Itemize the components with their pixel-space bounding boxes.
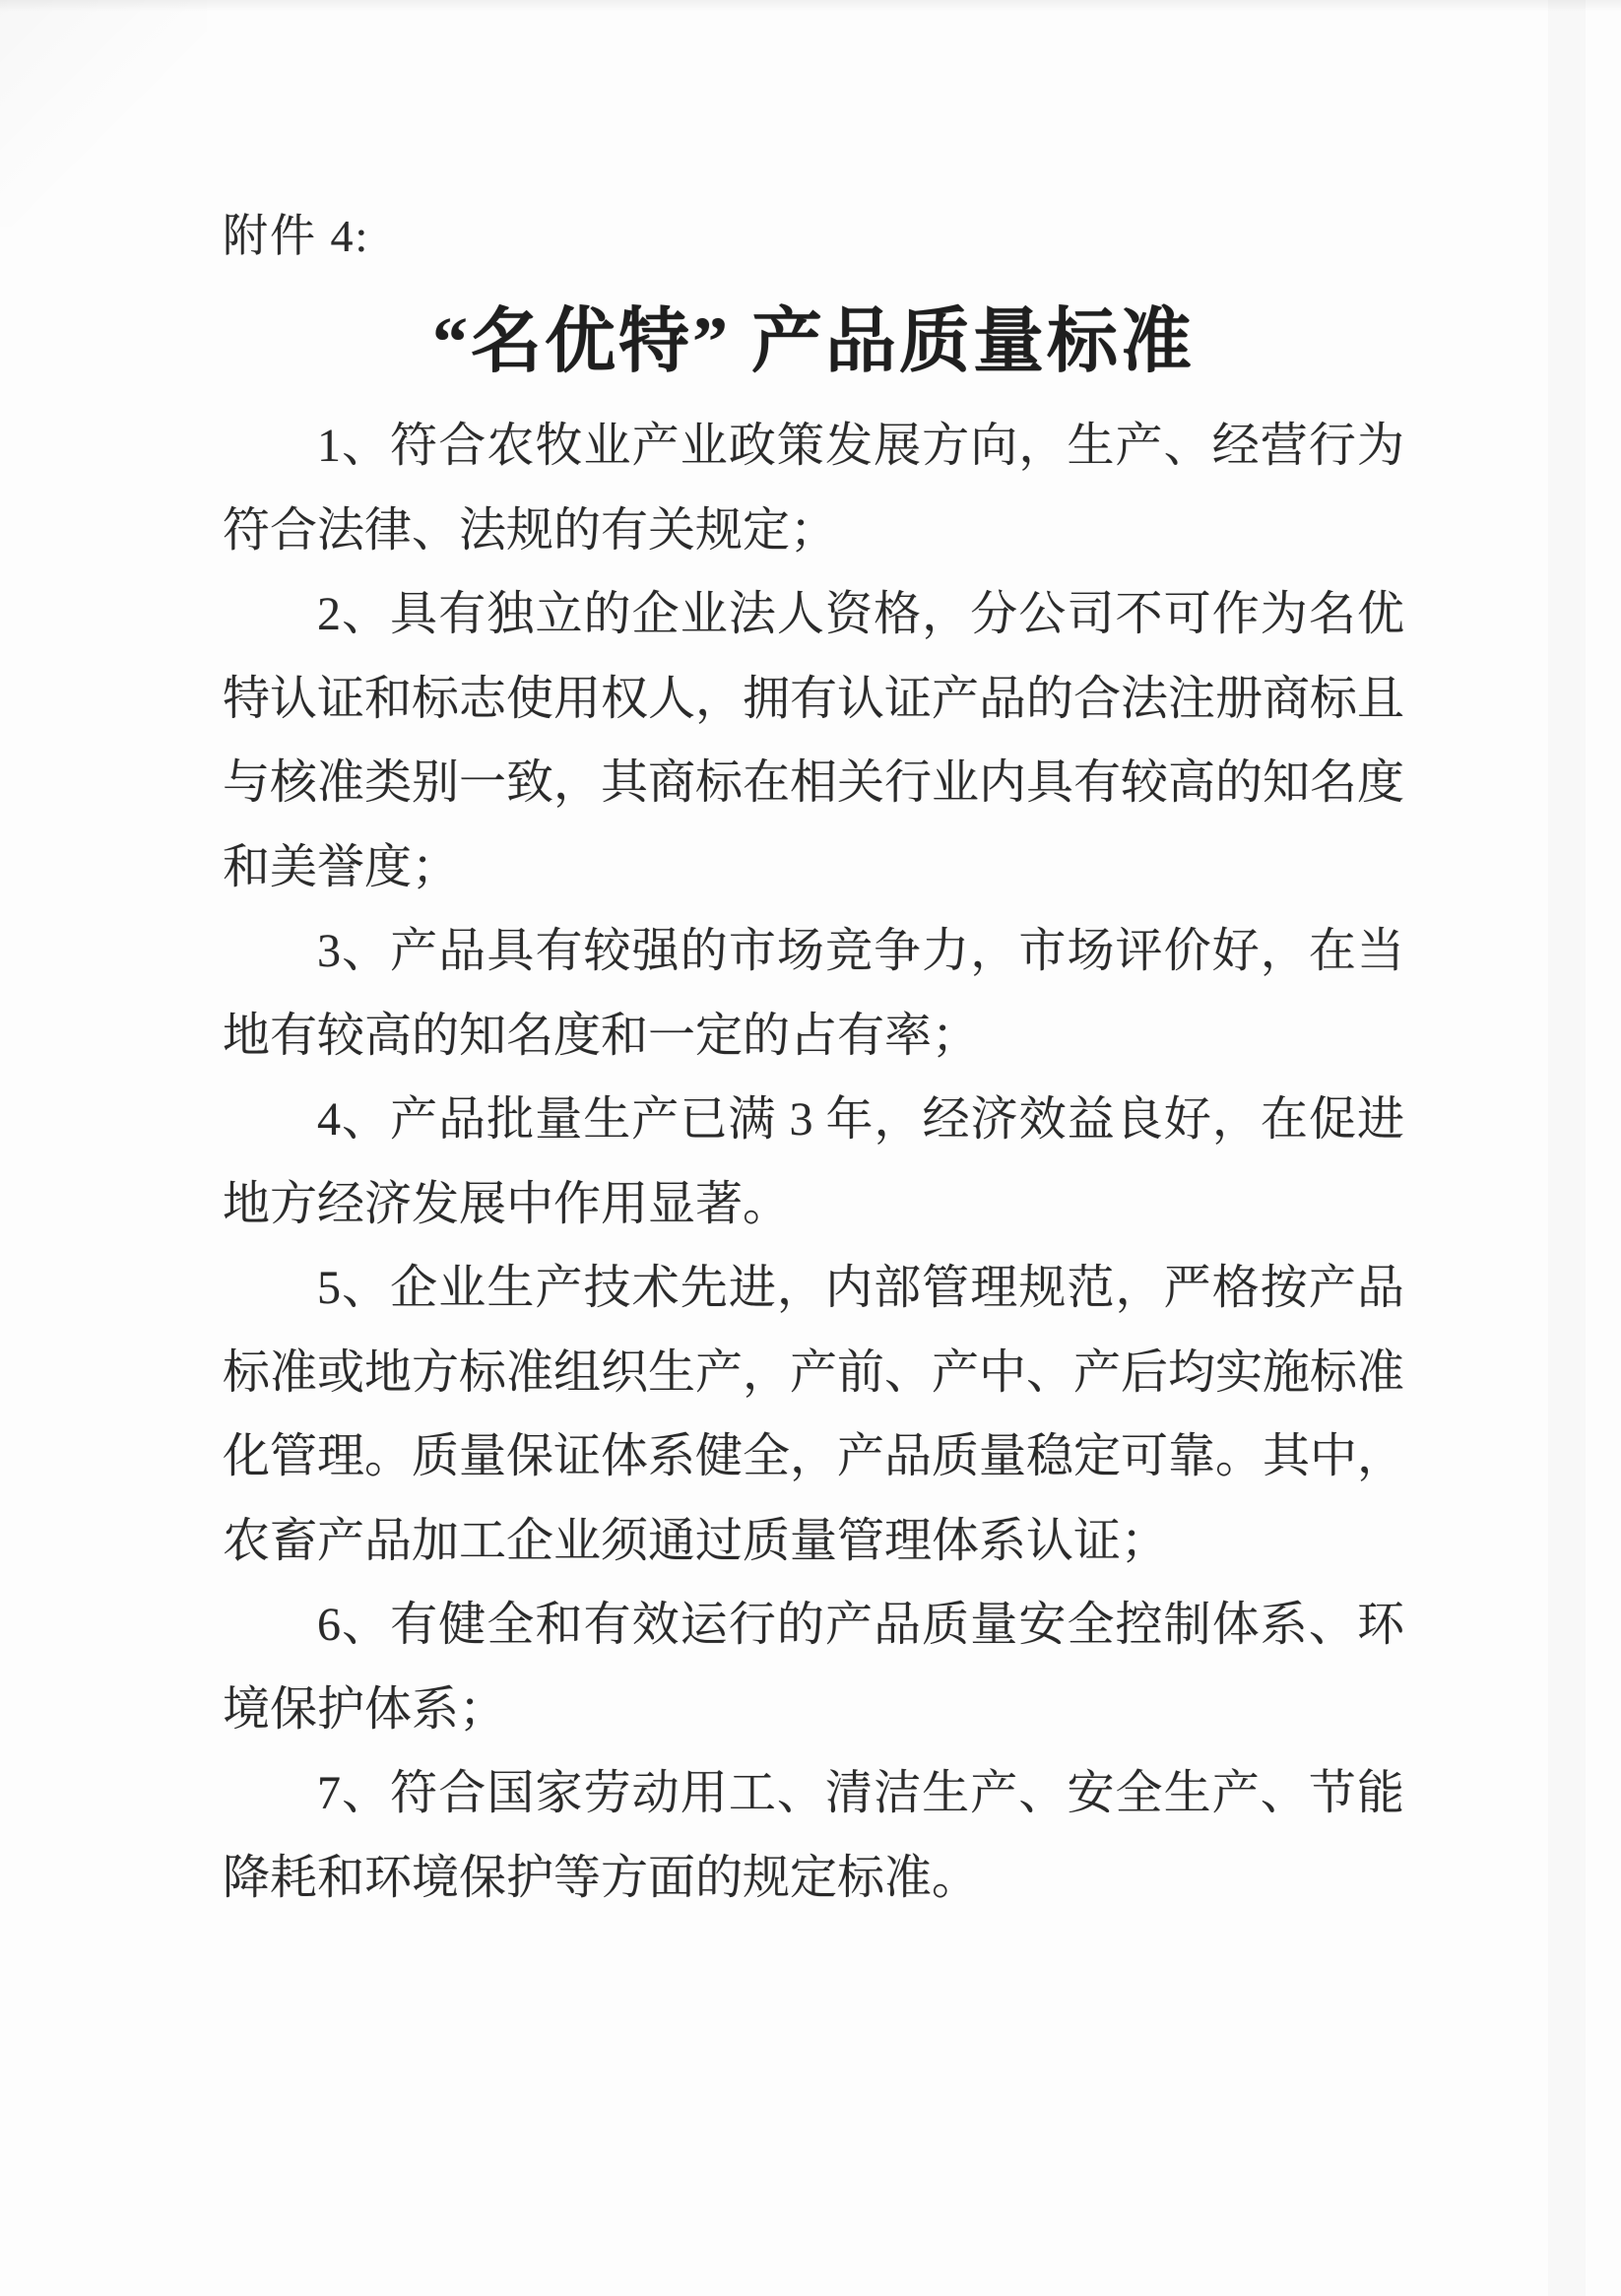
scan-corner-shadow xyxy=(0,0,207,227)
paragraph-1: 1、符合农牧业产业政策发展方向，生产、经营行为符合法律、法规的有关规定； xyxy=(223,420,1404,557)
paragraph-4: 4、产品批量生产已满 3 年，经济效益良好，在促进地方经济发展中作用显著。 xyxy=(223,1093,1404,1230)
document-body xyxy=(223,404,1404,1920)
paragraph-5: 5、企业生产技术先进，内部管理规范，严格按产品标准或地方标准组织生产，产前、产中、产后均实施标准化管理。质量保证体系健全，产品质量稳定可靠。其中，农畜产品加工企业须通过质量管理体系认证； xyxy=(223,1262,1405,1567)
paragraph-7: 7、符合国家劳动用工、清洁生产、安全生产、节能降耗和环境保护等方面的规定标准。 xyxy=(223,1767,1404,1904)
attachment-label: 附件 4: xyxy=(223,211,370,261)
scan-top-edge-shadow xyxy=(0,0,1621,12)
document-title: “名优特” 产品质量标准 xyxy=(431,302,1195,381)
scan-right-band-artifact xyxy=(1548,0,1586,2296)
paragraph-3: 3、产品具有较强的市场竞争力，市场评价好，在当地有较高的知名度和一定的占有率； xyxy=(223,925,1404,1062)
paragraph-2: 2、具有独立的企业法人资格，分公司不可作为名优特认证和标志使用权人，拥有认证产品的合法注册商标且与核准类别一致，其商标在相关行业内具有较高的知名度和美誉度； xyxy=(223,588,1405,893)
paragraph-6: 6、有健全和有效运行的产品质量安全控制体系、环境保护体系； xyxy=(223,1599,1404,1736)
